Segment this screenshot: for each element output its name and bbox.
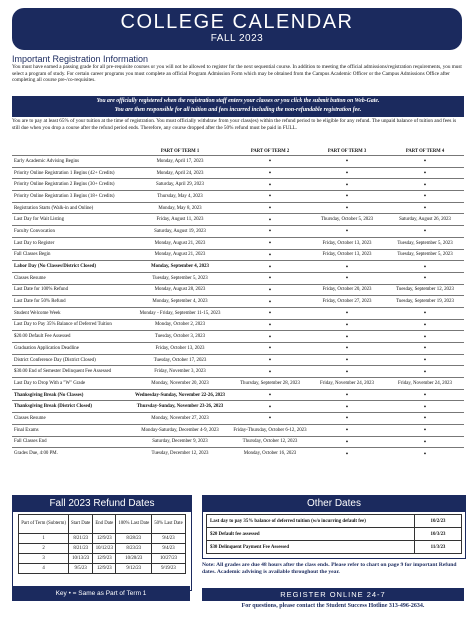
term-2-cell: • bbox=[232, 389, 308, 401]
event-cell: $20.00 Default Fee Assessed bbox=[12, 331, 128, 343]
other-dates-row bbox=[207, 541, 462, 554]
term-2-cell: Thursday, September 28, 2023 bbox=[232, 378, 308, 390]
other-date-label: $20 Default fee assessed bbox=[207, 528, 415, 541]
term-4-cell: • bbox=[386, 167, 464, 179]
event-cell: Last Day for Wait Listing bbox=[12, 214, 128, 226]
refund-row bbox=[19, 534, 185, 544]
term-4-cell: Friday, November 24, 2023 bbox=[386, 378, 464, 390]
term-1-cell: Monday - Friday, September 11-15, 2023 bbox=[128, 307, 232, 319]
calendar-row bbox=[12, 167, 464, 179]
event-cell: Student Welcome Week bbox=[12, 307, 128, 319]
event-cell: Graduation Application Deadline bbox=[12, 343, 128, 355]
term-4-cell: • bbox=[386, 331, 464, 343]
term-3-cell: • bbox=[308, 179, 386, 191]
term-1-cell: Tuesday, December 12, 2023 bbox=[128, 448, 232, 459]
notice-line-1: You are officially registered when the registration staff enters your classes or you click the submit button on Web-Gate. bbox=[96, 98, 380, 104]
calendar-body bbox=[12, 156, 464, 459]
term-2-cell: • bbox=[232, 354, 308, 366]
refund-cell: 10/13/23 bbox=[69, 554, 93, 564]
refund-row bbox=[19, 554, 185, 564]
term-1-cell: Monday-Saturday, December 4-9, 2023 bbox=[128, 424, 232, 436]
event-cell: Faculty Convocation bbox=[12, 226, 128, 238]
event-cell: Priority Online Registration 3 Begins (18+ Credits) bbox=[12, 191, 128, 203]
refund-cell: 9/19/23 bbox=[152, 564, 186, 574]
calendar-row bbox=[12, 237, 464, 249]
term-3-cell: Friday, November 24, 2023 bbox=[308, 378, 386, 390]
term-1-cell: Saturday, August 19, 2023 bbox=[128, 226, 232, 238]
term-2-cell: • bbox=[232, 167, 308, 179]
refund-dates-box bbox=[12, 495, 192, 591]
term-1-cell: Tuesday, October 17, 2023 bbox=[128, 354, 232, 366]
term-4-cell: Tuesday, September 12, 2023 bbox=[386, 284, 464, 296]
term-4-cell: • bbox=[386, 366, 464, 378]
event-cell: Last Date for 100% Refund bbox=[12, 284, 128, 296]
other-dates-table bbox=[206, 514, 462, 554]
term-3-cell: • bbox=[308, 401, 386, 413]
refund-dates-title: Fall 2023 Refund Dates bbox=[13, 496, 191, 512]
term-1-cell: Monday, August 21, 2023 bbox=[128, 237, 232, 249]
term-4-cell: • bbox=[386, 389, 464, 401]
term-3-cell: Friday, October 13, 2023 bbox=[308, 249, 386, 261]
calendar-header-row bbox=[12, 147, 464, 156]
calendar-table bbox=[12, 147, 464, 459]
term-4-cell: Saturday, August 26, 2023 bbox=[386, 214, 464, 226]
term-1-cell: Monday, September 4, 2023 bbox=[128, 296, 232, 308]
refund-cell: 8/21/23 bbox=[69, 534, 93, 544]
calendar-row bbox=[12, 319, 464, 331]
refund-dates-body bbox=[19, 534, 185, 574]
term-1-cell: Monday, November 20, 2023 bbox=[128, 378, 232, 390]
term-3-cell: • bbox=[308, 307, 386, 319]
calendar-row bbox=[12, 272, 464, 284]
event-cell: Last Date for 50% Refund bbox=[12, 296, 128, 308]
term-2-cell: • bbox=[232, 156, 308, 168]
event-cell: Thanksgiving Break (No Classes) bbox=[12, 389, 128, 401]
term-4-cell: • bbox=[386, 436, 464, 448]
term-2-cell: • bbox=[232, 261, 308, 273]
term-3-cell: • bbox=[308, 448, 386, 459]
event-cell: Priority Online Registration 2 Begins (30+ Credits) bbox=[12, 179, 128, 191]
term-4-cell: • bbox=[386, 319, 464, 331]
term-1-cell: Monday, April 24, 2023 bbox=[128, 167, 232, 179]
term-subtitle: FALL 2023 bbox=[210, 33, 264, 44]
term-3-cell: • bbox=[308, 261, 386, 273]
term-4-cell: Tuesday, September 19, 2023 bbox=[386, 296, 464, 308]
term-2-cell: • bbox=[232, 284, 308, 296]
refund-header-50: 50% Last Date bbox=[152, 515, 186, 534]
term-3-cell: Friday, October 27, 2023 bbox=[308, 296, 386, 308]
term-3-cell: • bbox=[308, 319, 386, 331]
calendar-row bbox=[12, 378, 464, 390]
term-2-cell: Monday, October 16, 2023 bbox=[232, 448, 308, 459]
other-date-label: Last day to pay 35% balance of deferred tuition (w/o incurring default fee) bbox=[207, 515, 415, 528]
calendar-row bbox=[12, 226, 464, 238]
term-3-cell: Thursday, October 5, 2023 bbox=[308, 214, 386, 226]
event-cell: Last Day to Register bbox=[12, 237, 128, 249]
refund-header-start: Start Date bbox=[69, 515, 93, 534]
refund-header-100: 100% Last Date bbox=[116, 515, 152, 534]
other-dates-row bbox=[207, 528, 462, 541]
event-column-header bbox=[12, 147, 128, 156]
refund-cell: 12/9/23 bbox=[93, 564, 116, 574]
term-1-cell: Saturday, December 9, 2023 bbox=[128, 436, 232, 448]
term-4-cell: • bbox=[386, 401, 464, 413]
term-3-cell: Friday, October 13, 2023 bbox=[308, 237, 386, 249]
calendar-row bbox=[12, 202, 464, 214]
column-header-term-4: PART OF TERM 4 bbox=[405, 148, 445, 154]
term-1-cell: Tuesday, September 5, 2023 bbox=[128, 272, 232, 284]
event-cell: District Conference Day (District Closed) bbox=[12, 354, 128, 366]
registration-info-heading: Important Registration Information bbox=[12, 54, 149, 64]
refund-cell: 12/9/23 bbox=[93, 554, 116, 564]
calendar-row bbox=[12, 191, 464, 203]
term-1-cell: Monday, October 2, 2023 bbox=[128, 319, 232, 331]
term-4-cell: • bbox=[386, 424, 464, 436]
term-4-cell: • bbox=[386, 307, 464, 319]
term-3-cell: • bbox=[308, 272, 386, 284]
term-3-cell: • bbox=[308, 202, 386, 214]
registration-info-body: You must have earned a passing grade for all pre-requisite courses or you will not be allowed to register for the next sequential course. In addition to meeting the official admissions/registration requirements, you must select a program of study. For certain career programs you must complete an official Program Admission Form which may be obtained from the Campus Academic Officer or the Campus Admissions Office after completing all course pre-/co-requisites. bbox=[12, 64, 462, 84]
column-header-term-2: PART OF TERM 2 bbox=[250, 148, 290, 154]
column-header-term-3: PART OF TERM 3 bbox=[327, 148, 367, 154]
other-date-value: 10/2/23 bbox=[415, 515, 462, 528]
calendar-row bbox=[12, 331, 464, 343]
refund-cell: 12/9/23 bbox=[93, 534, 116, 544]
event-cell: Registration Starts (Walk-in and Online) bbox=[12, 202, 128, 214]
term-2-cell: • bbox=[232, 214, 308, 226]
event-cell: Last Day to Pay 35% Balance of Deferred Tuition bbox=[12, 319, 128, 331]
term-3-cell: • bbox=[308, 436, 386, 448]
term-2-cell: • bbox=[232, 413, 308, 425]
refund-row bbox=[19, 544, 185, 554]
other-date-label: $30 Delinquent Payment Fee Assessed bbox=[207, 541, 415, 554]
term-1-cell: Friday, August 11, 2023 bbox=[128, 214, 232, 226]
term-2-cell: • bbox=[232, 202, 308, 214]
other-dates-box bbox=[202, 495, 466, 559]
term-3-cell: • bbox=[308, 343, 386, 355]
registration-info bbox=[12, 54, 464, 84]
refund-cell: 1 bbox=[19, 534, 69, 544]
refund-cell: 2 bbox=[19, 544, 69, 554]
term-3-cell: • bbox=[308, 331, 386, 343]
term-3-cell: • bbox=[308, 424, 386, 436]
term-4-cell: Tuesday, September 5, 2023 bbox=[386, 237, 464, 249]
term-2-cell: • bbox=[232, 237, 308, 249]
grades-note: Note: All grades are due 48 hours after the class ends. Please refer to chart on page 9 for important Refund dates. Academic advising is available throughout the year. bbox=[202, 562, 457, 575]
term-2-cell: • bbox=[232, 249, 308, 261]
refund-cell: 8/28/23 bbox=[116, 534, 152, 544]
refund-cell: 10/12/23 bbox=[93, 544, 116, 554]
other-date-value: 10/3/23 bbox=[415, 528, 462, 541]
event-cell: Classes Resume bbox=[12, 272, 128, 284]
refund-header-end: End Date bbox=[93, 515, 116, 534]
term-3-cell: • bbox=[308, 366, 386, 378]
calendar-row bbox=[12, 261, 464, 273]
term-1-cell: Monday, November 27, 2023 bbox=[128, 413, 232, 425]
calendar-row bbox=[12, 343, 464, 355]
calendar-row bbox=[12, 424, 464, 436]
term-3-cell: Friday, October 20, 2023 bbox=[308, 284, 386, 296]
contact-line: For questions, please contact the Student Success Hotline 313-496-2634. bbox=[241, 603, 425, 609]
term-4-cell: • bbox=[386, 191, 464, 203]
event-cell: Fall Classes Begin bbox=[12, 249, 128, 261]
term-2-cell: Friday-Thursday, October 6-12, 2023 bbox=[232, 424, 308, 436]
term-4-cell: • bbox=[386, 179, 464, 191]
refund-row bbox=[19, 564, 185, 574]
other-dates-title: Other Dates bbox=[203, 496, 465, 512]
refund-dates-table bbox=[18, 514, 185, 574]
calendar-row bbox=[12, 401, 464, 413]
calendar-row bbox=[12, 413, 464, 425]
page-title: COLLEGE CALENDAR bbox=[120, 11, 354, 33]
term-4-cell: • bbox=[386, 202, 464, 214]
title-banner bbox=[12, 8, 462, 50]
term-4-cell: • bbox=[386, 354, 464, 366]
term-3-cell: • bbox=[308, 167, 386, 179]
refund-cell: 10/20/23 bbox=[116, 554, 152, 564]
refund-header-subterm: Part of Term (Subterm) bbox=[19, 515, 69, 534]
term-3-cell: • bbox=[308, 389, 386, 401]
term-4-cell: • bbox=[386, 413, 464, 425]
term-2-cell: • bbox=[232, 343, 308, 355]
legend-key: Key • = Same as Part of Term 1 bbox=[12, 586, 190, 601]
calendar-row bbox=[12, 436, 464, 448]
term-4-cell: Tuesday, September 5, 2023 bbox=[386, 249, 464, 261]
event-cell: Fall Classes End bbox=[12, 436, 128, 448]
other-dates-row bbox=[207, 515, 462, 528]
term-2-cell: • bbox=[232, 179, 308, 191]
term-3-cell: • bbox=[308, 156, 386, 168]
term-2-cell: Thursday, October 12, 2023 bbox=[232, 436, 308, 448]
notice-line-2: You are then responsible for all tuition and fees incurred including the non-refundable registration fee. bbox=[114, 107, 362, 113]
calendar-row bbox=[12, 296, 464, 308]
other-date-value: 11/3/23 bbox=[415, 541, 462, 554]
calendar-row bbox=[12, 389, 464, 401]
term-3-cell: • bbox=[308, 226, 386, 238]
term-4-cell: • bbox=[386, 261, 464, 273]
term-4-cell: • bbox=[386, 156, 464, 168]
event-cell: Early Academic Advising Begins bbox=[12, 156, 128, 168]
calendar-row bbox=[12, 156, 464, 168]
event-cell: Labor Day (No Classes/District Closed) bbox=[12, 261, 128, 273]
term-1-cell: Monday, August 21, 2023 bbox=[128, 249, 232, 261]
registration-notice bbox=[12, 96, 464, 117]
event-cell: Grades Due, 4:00 PM. bbox=[12, 448, 128, 459]
term-2-cell: • bbox=[232, 319, 308, 331]
calendar-row bbox=[12, 448, 464, 459]
refund-header-row bbox=[19, 515, 185, 534]
event-cell: Thanksgiving Break (District Closed) bbox=[12, 401, 128, 413]
calendar-row bbox=[12, 307, 464, 319]
refund-cell: 9/4/23 bbox=[152, 534, 186, 544]
term-2-cell: • bbox=[232, 296, 308, 308]
term-4-cell: • bbox=[386, 226, 464, 238]
event-cell: $30.00 End of Semester Delinquent Fee Assessed bbox=[12, 366, 128, 378]
calendar-row bbox=[12, 284, 464, 296]
term-1-cell: Friday, October 13, 2023 bbox=[128, 343, 232, 355]
term-1-cell: Thursday-Sunday, November 23-26, 2023 bbox=[128, 401, 232, 413]
event-cell: Final Exams bbox=[12, 424, 128, 436]
event-cell: Priority Online Registration 1 Begins (42+ Credits) bbox=[12, 167, 128, 179]
term-2-cell: • bbox=[232, 226, 308, 238]
term-4-cell: • bbox=[386, 448, 464, 459]
term-1-cell: Monday, September 4, 2023 bbox=[128, 261, 232, 273]
event-cell: Last Day to Drop With a "W" Grade bbox=[12, 378, 128, 390]
term-3-cell: • bbox=[308, 354, 386, 366]
term-1-cell: Tuesday, October 3, 2023 bbox=[128, 331, 232, 343]
term-1-cell: Wednesday-Sunday, November 22-26, 2023 bbox=[128, 389, 232, 401]
calendar-row bbox=[12, 249, 464, 261]
term-4-cell: • bbox=[386, 343, 464, 355]
refund-cell: 9/12/23 bbox=[116, 564, 152, 574]
refund-cell: 8/21/23 bbox=[69, 544, 93, 554]
refund-cell: 9/5/23 bbox=[69, 564, 93, 574]
term-2-cell: • bbox=[232, 307, 308, 319]
payment-text: You are to pay at least 65% of your tuition at the time of registration. You must officially withdraw from your class(es) within the refund period to be eligible for any refund. The unpaid balance of tuition and fees is still due when you drop a course after the refund period ends. Therefore, any course dropped after the 50% refund must be paid in FULL. bbox=[12, 118, 457, 131]
event-cell: Classes Resume bbox=[12, 413, 128, 425]
term-2-cell: • bbox=[232, 366, 308, 378]
column-header-term-1: PART OF TERM 1 bbox=[160, 148, 200, 154]
term-2-cell: • bbox=[232, 272, 308, 284]
calendar-row bbox=[12, 214, 464, 226]
calendar-row bbox=[12, 366, 464, 378]
refund-cell: 8/23/23 bbox=[116, 544, 152, 554]
term-1-cell: Monday, May 8, 2023 bbox=[128, 202, 232, 214]
refund-cell: 4 bbox=[19, 564, 69, 574]
term-1-cell: Saturday, April 29, 2023 bbox=[128, 179, 232, 191]
term-2-cell: • bbox=[232, 401, 308, 413]
term-1-cell: Thursday, May 4, 2023 bbox=[128, 191, 232, 203]
refund-cell: 10/27/23 bbox=[152, 554, 186, 564]
term-2-cell: • bbox=[232, 331, 308, 343]
term-3-cell: • bbox=[308, 413, 386, 425]
refund-cell: 9/4/23 bbox=[152, 544, 186, 554]
calendar-row bbox=[12, 354, 464, 366]
other-dates-body bbox=[207, 515, 462, 554]
calendar-row bbox=[12, 179, 464, 191]
term-2-cell: • bbox=[232, 191, 308, 203]
term-4-cell: • bbox=[386, 272, 464, 284]
term-3-cell: • bbox=[308, 191, 386, 203]
refund-cell: 3 bbox=[19, 554, 69, 564]
term-1-cell: Friday, November 3, 2023 bbox=[128, 366, 232, 378]
term-1-cell: Monday, August 28, 2023 bbox=[128, 284, 232, 296]
register-online-banner: REGISTER ONLINE 24-7 bbox=[202, 588, 464, 601]
term-1-cell: Monday, April 17, 2023 bbox=[128, 156, 232, 168]
